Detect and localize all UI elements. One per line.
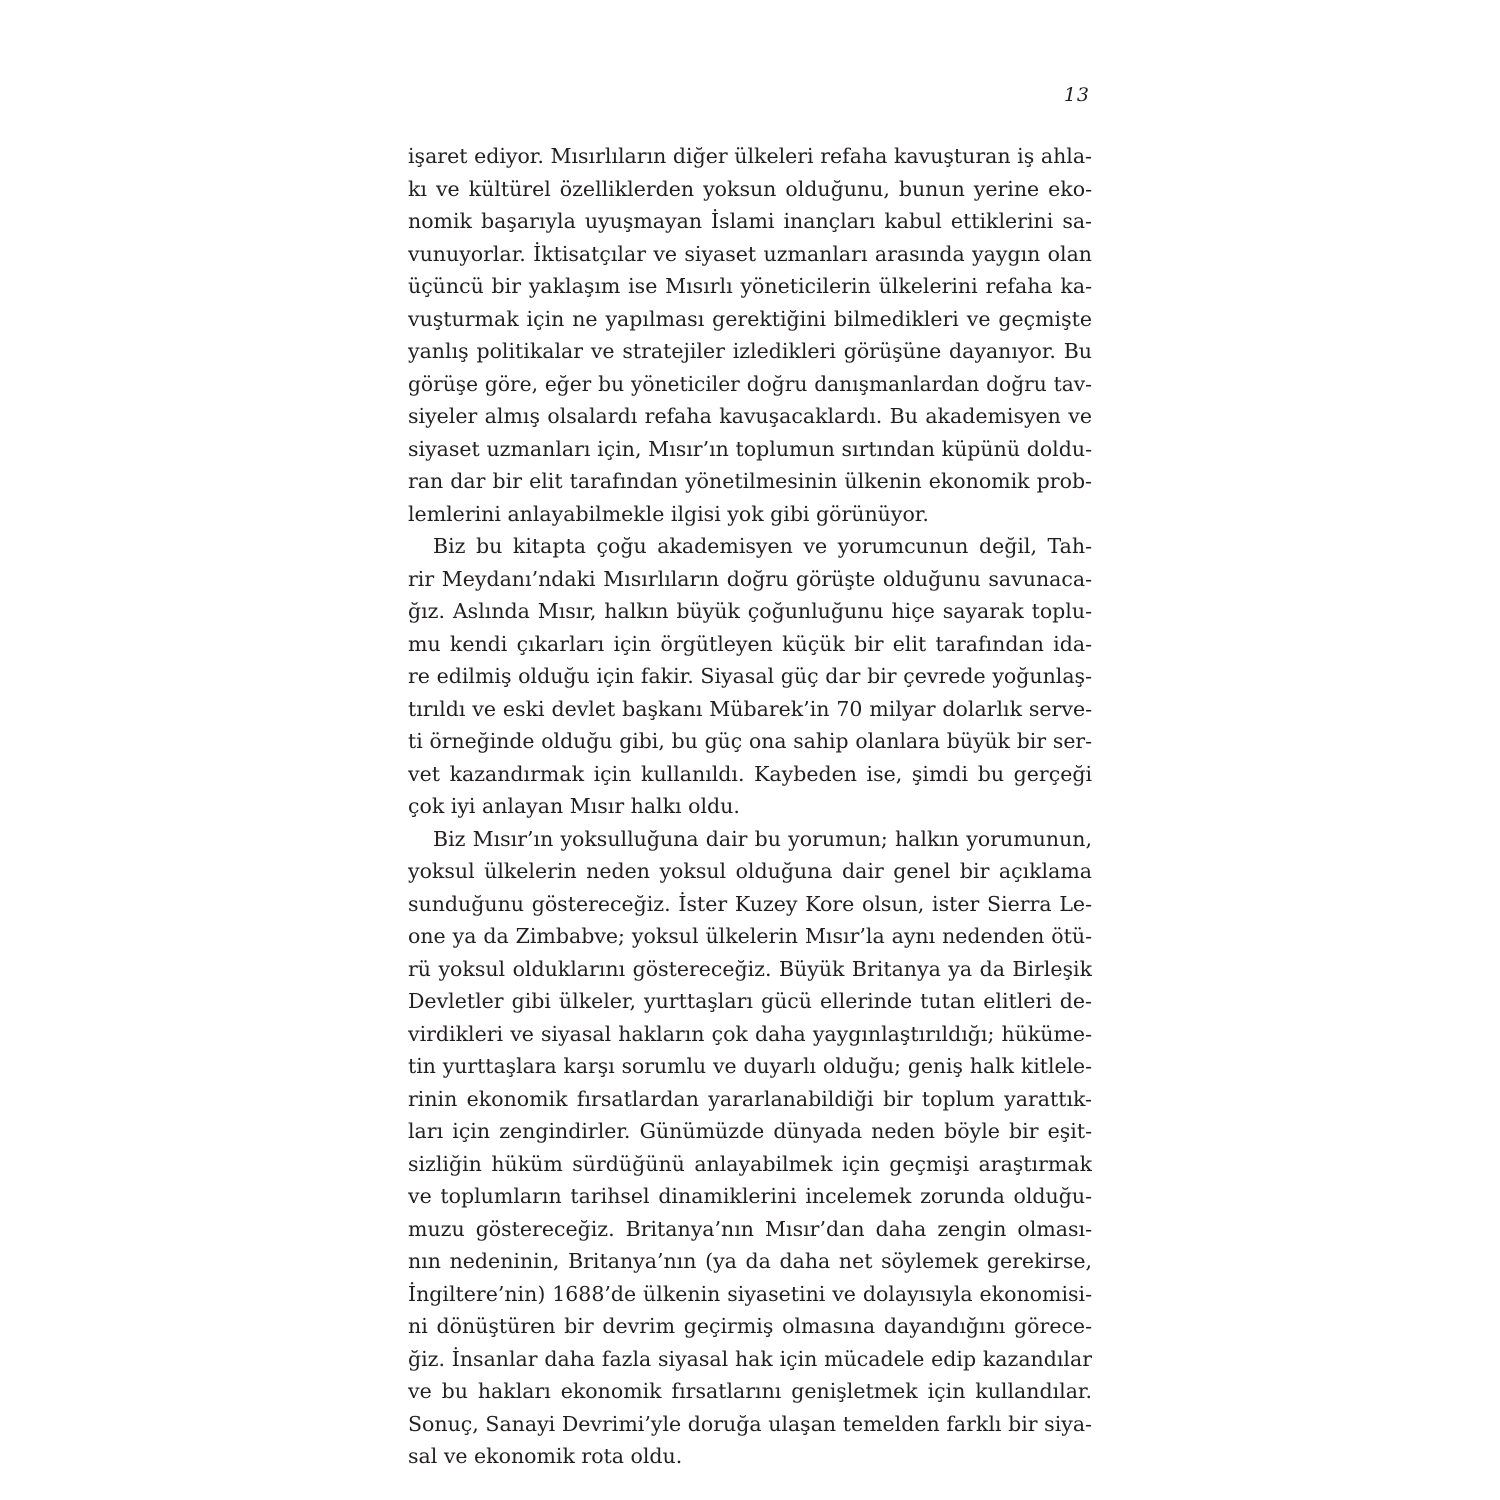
text-line: muzu göstereceğiz. Britanya’nın Mısır’dan daha zengin olması- (408, 1216, 1092, 1241)
text-line: kı ve kültürel özelliklerden yoksun olduğunu, bunun yerine eko- (408, 176, 1092, 201)
text-line: rinin ekonomik fırsatlardan yararlanabildiği bir toplum yarattık- (408, 1086, 1092, 1111)
text-line: ni dönüştüren bir devrim geçirmiş olmasına dayandığını görece- (408, 1314, 1092, 1338)
text-line: Biz Mısır’ın yoksulluğuna dair bu yorumun; halkın yorumunun, (433, 826, 1092, 851)
text-line: tırıldı ve eski devlet başkanı Mübarek’in 70 milyar dolarlık serve- (408, 696, 1092, 721)
text-line: sal ve ekonomik rota oldu. (408, 1444, 683, 1468)
paragraph (408, 823, 1092, 1473)
text-line: işaret ediyor. Mısırlıların diğer ülkeleri refaha kavuşturan iş ahla- (408, 144, 1092, 168)
text-line: İngiltere’nin) 1688’de ülkenin siyasetini ve dolayısıyla ekonomisi- (408, 1281, 1092, 1306)
text-line: rir Meydanı’ndaki Mısırlıların doğru görüşte olduğunu savunaca- (408, 566, 1092, 591)
paragraph (408, 140, 1092, 530)
text-line: re edilmiş olduğu için fakir. Siyasal güç dar bir çevrede yoğunlaş- (408, 664, 1092, 688)
text-line: virdikleri ve siyasal hakların çok daha yaygınlaştırıldığı; hüküme- (408, 1021, 1092, 1046)
text-line: siyeler almış olsalardı refaha kavuşacaklardı. Bu akademisyen ve (408, 404, 1092, 428)
text-line: Biz bu kitapta çoğu akademisyen ve yorumcunun değil, Tah- (433, 534, 1092, 558)
text-line: rü yoksul olduklarını göstereceğiz. Büyük Britanya ya da Birleşik (408, 956, 1092, 981)
body-text (408, 140, 1092, 1473)
text-line: ğız. Aslında Mısır, halkın büyük çoğunluğunu hiçe sayarak toplu- (408, 599, 1092, 623)
text-line: ları için zengindirler. Günümüzde dünyada neden böyle bir eşit- (408, 1119, 1092, 1143)
text-line: ti örneğinde olduğu gibi, bu güç ona sahip olanlara büyük bir ser- (408, 729, 1092, 753)
text-line: tin yurttaşlara karşı sorumlu ve duyarlı olduğu; geniş halk kitlele- (408, 1054, 1092, 1078)
text-line: ve toplumların tarihsel dinamiklerini incelemek zorunda olduğu- (408, 1184, 1092, 1208)
text-line: vuşturmak için ne yapılması gerektiğini bilmedikleri ve geçmişte (408, 306, 1092, 331)
text-line: Devletler gibi ülkeler, yurttaşları gücü ellerinde tutan elitleri de- (408, 989, 1092, 1013)
text-line: sunduğunu göstereceğiz. İster Kuzey Kore olsun, ister Sierra Le- (408, 891, 1092, 916)
text-line: mu kendi çıkarları için örgütleyen küçük bir elit tarafından ida- (408, 631, 1092, 656)
text-line: vet kazandırmak için kullanıldı. Kaybeden ise, şimdi bu gerçeği (408, 761, 1092, 786)
text-line: yanlış politikalar ve stratejiler izledikleri görüşüne dayanıyor. Bu (408, 339, 1092, 363)
text-line: ve bu hakları ekonomik fırsatlarını genişletmek için kullandılar. (408, 1379, 1092, 1403)
text-line: siyaset uzmanları için, Mısır’ın toplumun sırtından küpünü doldu- (408, 436, 1092, 461)
text-line: vunuyorlar. İktisatçılar ve siyaset uzmanları arasında yaygın olan (408, 241, 1092, 266)
text-line: yoksul ülkelerin neden yoksul olduğuna dair genel bir açıklama (408, 859, 1092, 883)
text-line: nomik başarıyla uyuşmayan İslami inançları kabul ettiklerini sa- (408, 209, 1092, 233)
text-line: çok iyi anlayan Mısır halkı oldu. (408, 794, 740, 818)
text-line: nın nedeninin, Britanya’nın (ya da daha net söylemek gerekirse, (408, 1249, 1092, 1273)
text-line: görüşe göre, eğer bu yöneticiler doğru danışmanlardan doğru tav- (408, 371, 1092, 396)
paragraph (408, 530, 1092, 823)
text-line: Sonuç, Sanayi Devrimi’yle doruğa ulaşan temelden farklı bir siya- (408, 1411, 1092, 1436)
text-line: one ya da Zimbabve; yoksul ülkelerin Mısır’la aynı nedenden ötü- (408, 924, 1092, 948)
text-line: ran dar bir elit tarafından yönetilmesinin ülkenin ekonomik prob- (408, 469, 1092, 493)
page-number: 13 (1063, 84, 1090, 106)
text-line: sizliğin hüküm sürdüğünü anlayabilmek için geçmişi araştırmak (408, 1151, 1092, 1176)
text-line: ğiz. İnsanlar daha fazla siyasal hak için mücadele edip kazandılar (408, 1346, 1092, 1371)
text-line: üçüncü bir yaklaşım ise Mısırlı yöneticilerin ülkelerini refaha ka- (408, 274, 1092, 298)
text-line: lemlerini anlayabilmekle ilgisi yok gibi görünüyor. (408, 501, 929, 526)
